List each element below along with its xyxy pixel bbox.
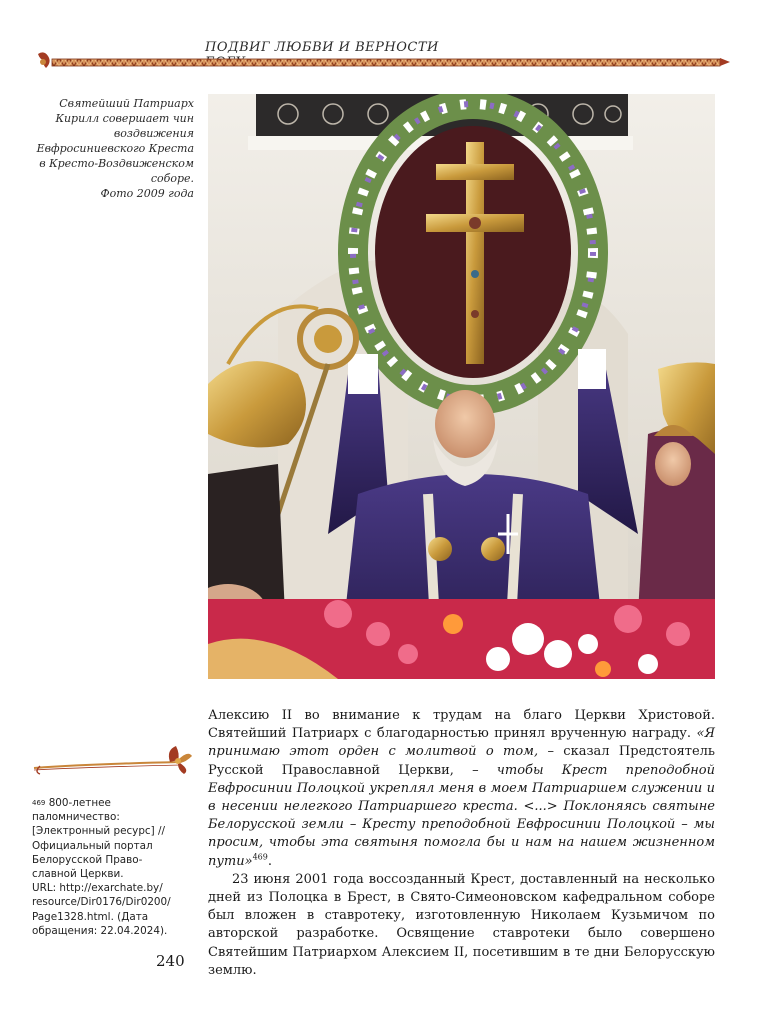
footnote-number: 469 [32,799,46,807]
footnote-line: 800-летнее [48,797,111,809]
running-header-title: ПОДВИГ ЛЮБВИ И ВЕРНОСТИ [205,40,439,55]
footnote-url-line[interactable]: URL: http://exarchate.by/ [32,882,163,895]
footnote-line: Официальный портал [32,839,153,852]
footnote-url-line[interactable]: resource/Dir0176/Dir0200/ [32,896,171,909]
patriarch-photo [208,94,715,679]
paragraph-text: – сказал Предстоятель Русской Православной Церкви, – [208,744,715,778]
caption-line: Святейший Патриарх [59,97,194,110]
footnote-line: Page1328.html. (Дата [32,910,149,923]
quote-text: «Я принимаю этот орден с молитвой о том, [208,726,715,760]
header-ornament-band [34,50,734,74]
page-number: 240 [156,952,185,970]
fleur-ornament-icon [38,52,50,68]
footnote-line: [Электронный ресурс] // [32,825,165,838]
caption-line: соборе. [150,172,194,185]
caption-line: Кирилл совершает чин [55,112,194,125]
end-ornament-icon [720,58,730,66]
body-paragraph-1 [208,707,715,871]
footnote-ref[interactable]: 469 [252,852,268,862]
footnote-line: обращения: 22.04.2024). [32,924,168,937]
paragraph-text: . [267,853,272,869]
body-text [208,707,715,980]
side-ornament-divider [30,742,195,778]
quote-text: чтобы Крест преподобной Евфросинии Полоцкой укреплял меня в моем Патриаршем служении и в несении нелегкого Патриаршего креста. <...> Поклоняясь святыне Белорусской земли – Кресту преподобной Евфросинии Полоцкой – мы просим, чтобы эта святыня помогла бы и нам на нашем жизненном пути» [208,762,715,869]
paragraph-text: Алексию II во внимание к трудам на благо Церкви Христовой. Святейший Патриарх с благодарностью принял врученную награду. [208,708,715,742]
caption-line: Евфросиниевского Креста [36,142,194,155]
body-paragraph-2: 23 июня 2001 года воссозданный Крест, доставленный на несколько дней из Полоцка в Брест, в Свято-Симеоновском кафедральном соборе был вложен в ставротеку, изготовленную Николаем Кузьмичом по авторской разработке. Освящение ставротеки было совершено Святейшим Патриархом Алексием II, посетившим в те дни Белорусскую землю. [208,871,715,978]
caption-line: воздвижения [113,127,194,140]
footnote-line: славной Церкви. [32,868,124,881]
photo-caption [30,96,194,201]
footnote [32,796,202,938]
footnote-line: Белорусской Право- [32,853,143,866]
caption-line: Фото 2009 года [100,187,194,200]
footnote-line: паломничество: [32,811,120,824]
flower-ornament-icon [169,746,192,774]
caption-line: в Кресто-Воздвиженском [39,157,194,170]
